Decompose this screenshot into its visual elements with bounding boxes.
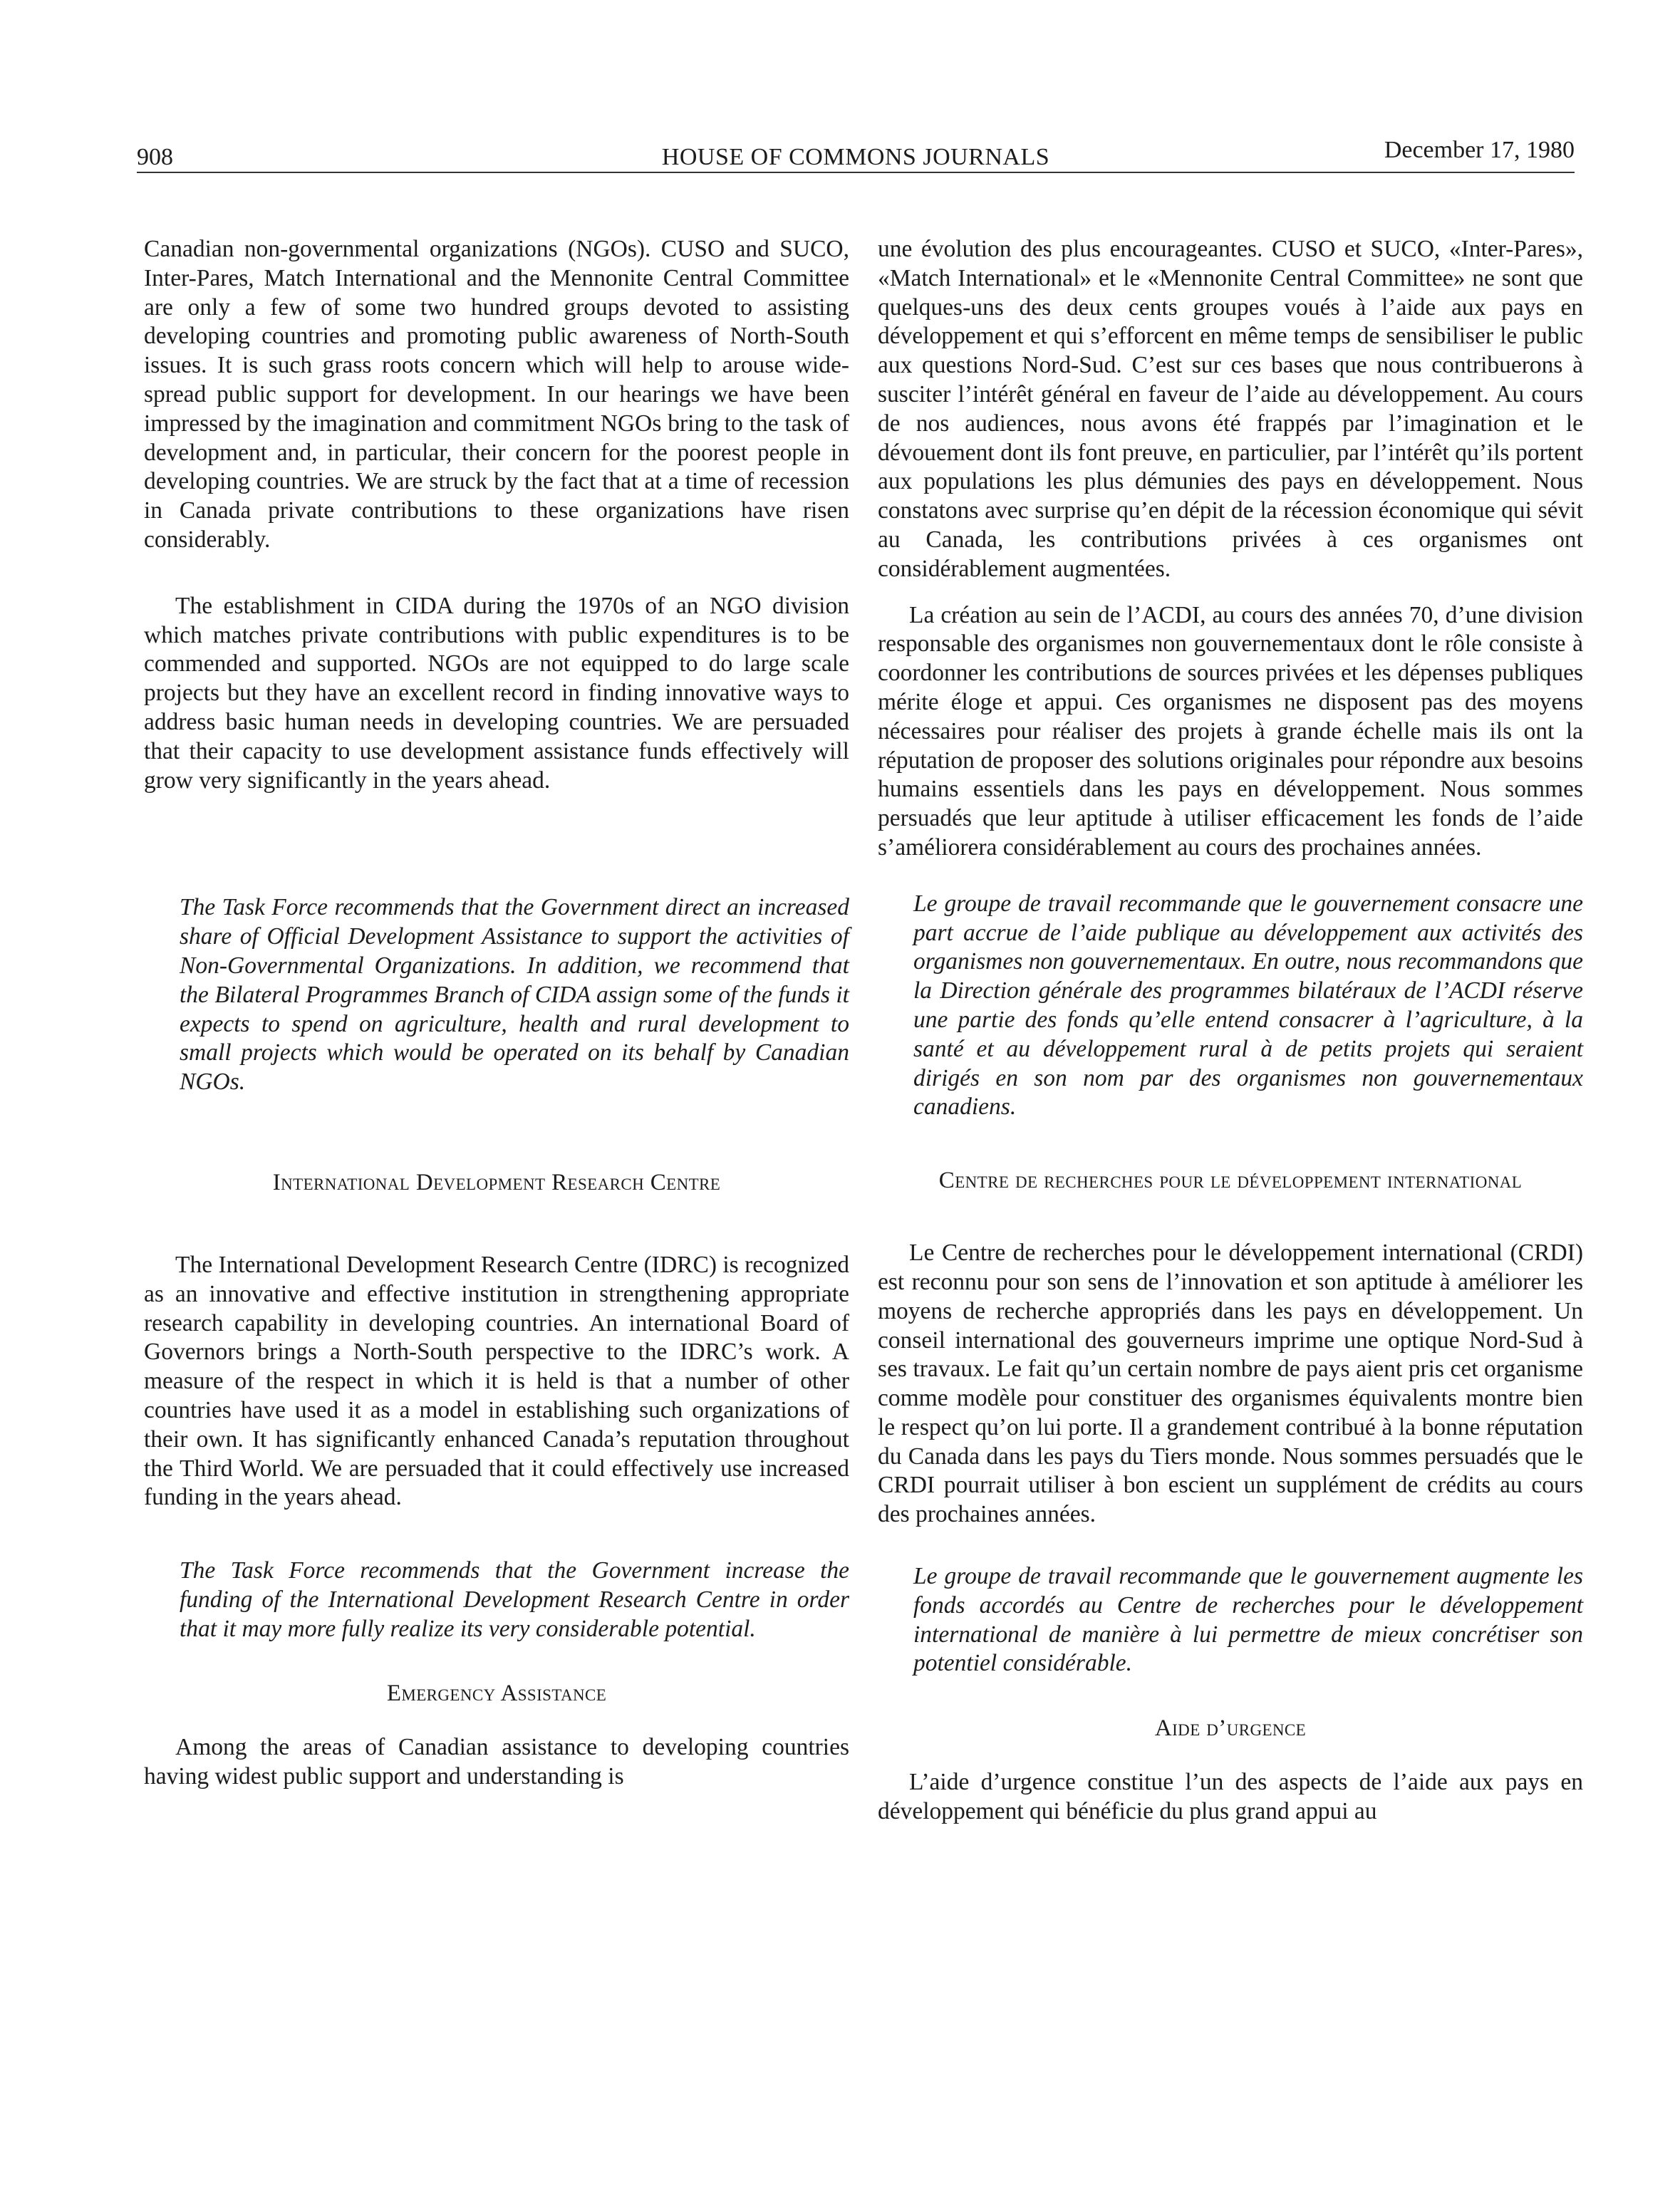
issue-date: December 17, 1980 <box>1384 137 1575 163</box>
french-column <box>878 235 1583 1827</box>
en-paragraph-idrc: The International Development Research Centre (IDRC) is recognized as an innovative and effective institution in strengthening appropriate research capability in developing countries. An international Board of Governors brings a North-South perspective to the IDRC’s work. A measure of the respect in which it is held is that a number of other countries have used it as a model in establishing such organizations of their own. It has significantly enhanced Canada’s reputation throughout the Third World. We are persuaded that it could effectively use increased funding in the years ahead. <box>144 1251 850 1511</box>
en-paragraph-ngos: Canadian non-governmental organizations (NGOs). CUSO and SUCO, Inter-Pares, Match International and the Mennonite Central Committee are only a few of some two hundred groups devoted to assisting developing countries and promoting public awareness of North-South issues. It is such grass roots concern which will help to arouse wide-spread public support for development. In our hearings we have been impressed by the imagination and commitment NGOs bring to the task of development and, in particular, their concern for the poorest people in developing countries. We are struck by the fact that at a time of recession in Canada private contributions to these organizations have risen considerably. <box>144 236 849 553</box>
english-column <box>144 235 849 1792</box>
en-recommendation-ngos: The Task Force recommends that the Government direct an increased share of Official Development Assistance to support the activities of Non-Governmental Organizations. In addition, we recommend that the Bilateral Programmes Branch of CIDA assign some of the funds it expects to spend on agriculture, health and rural development to small projects which would be operated on its behalf by Canadian NGOs. <box>180 894 849 1096</box>
fr-recommendation-ngos: Le groupe de travail recommande que le gouvernement consacre une part accrue de l’aide publique au développement aux activités des organismes non gouvernementaux. En outre, nous recommandons que la Direction générale des programmes bilatéraux de l’ACDI réserve une partie des fonds qu’elle entend consacrer à l’agriculture, à la santé et au développement rural à de petits projets qui seraient dirigés en son nom par des organismes non gouvernementaux canadiens. <box>913 890 1583 1121</box>
en-heading-emergency: Emergency Assistance <box>386 1681 607 1707</box>
fr-paragraph-ngos: une évolution des plus encourageantes. CUSO et SUCO, «Inter-Pares», «Match International» et le «Mennonite Central Committee» ne sont que quelques-uns des deux cents groupes voués à l’aide aux pays en développement et qui s’efforcent en même temps de sensibiliser le public aux questions Nord-Sud. C’est sur ces bases que nous contribuerons à susciter l’intérêt général en faveur de l’aide au développement. Au cours de nos audiences, nous avons été frappés par l’imagination et le dévouement dont ils font preuve, en particulier, par l’intérêt qu’ils portent aux populations les plus démunies des pays en développement. Nous constatons avec surprise qu’en dépit de la récession économique qui sévit au Canada, les contributions privées à ces organismes ont considérablement augmentées. <box>878 236 1583 582</box>
en-recommendation-idrc: The Task Force recommends that the Government increase the funding of the International Development Research Centre in order that it may more fully realize its very considerable potential. <box>180 1557 849 1642</box>
running-head <box>137 137 1575 175</box>
header-rule <box>137 172 1575 173</box>
en-paragraph-emergency: Among the areas of Canadian assistance to developing countries having widest public support and understanding is <box>144 1734 849 1790</box>
fr-heading-aide: Aide d’urgence <box>1154 1715 1307 1742</box>
fr-heading-crdi: Centre de recherches pour le développement international <box>938 1168 1523 1194</box>
en-heading-idrc: International Development Research Centre <box>272 1169 721 1195</box>
fr-paragraph-ngo-division: La création au sein de l’ACDI, au cours des années 70, d’une division responsable des organismes non gouvernementaux dont le rôle consiste à coordonner les contributions de sources privées et les dépenses publiques mérite éloge et appui. Ces organismes ne disposent pas des moyens nécessaires pour réaliser des projets à grande échelle mais ils ont la réputation de proposer des solutions originales pour répondre aux besoins humains essentiels dans les pays en développement. Nous sommes persuadés que leur aptitude à utiliser efficacement les fonds de l’aide s’améliorera considérablement au cours des prochaines années. <box>878 601 1583 861</box>
journal-title: HOUSE OF COMMONS JOURNALS <box>661 144 1050 170</box>
page-number: 908 <box>137 144 173 170</box>
en-paragraph-ngo-division: The establishment in CIDA during the 1970s of an NGO division which matches private contributions with public expenditures is to be commended and supported. NGOs are not equipped to do large scale projects but they have an excellent record in finding innovative ways to address basic human needs in developing countries. We are persuaded that their capacity to use development assistance funds effectively will grow very significantly in the years ahead. <box>144 592 849 794</box>
fr-paragraph-aide: L’aide d’urgence constitue l’un des aspects de l’aide aux pays en développement qui bénéficie du plus grand appui au <box>878 1769 1583 1825</box>
fr-paragraph-crdi: Le Centre de recherches pour le développement international (CRDI) est reconnu pour son sens de l’innovation et son aptitude à améliorer les moyens de recherche appropriés dans les pays en développement. Un conseil international des gouverneurs imprime une optique Nord-Sud à ses travaux. Le fait qu’un certain nombre de pays aient pris cet organisme comme modèle pour constituer des organismes équivalents montre bien le respect qu’on lui porte. Il a grandement contribué à la bonne réputation du Canada dans les pays du Tiers monde. Nous sommes persuadés que le CRDI pourrait utiliser à bon escient un supplément de crédits au cours des prochaines années. <box>878 1240 1583 1528</box>
fr-recommendation-crdi: Le groupe de travail recommande que le gouvernement augmente les fonds accordés au Centre de recherches pour le développement international de manière à lui permettre de mieux concrétiser son potentiel considérable. <box>913 1563 1583 1677</box>
